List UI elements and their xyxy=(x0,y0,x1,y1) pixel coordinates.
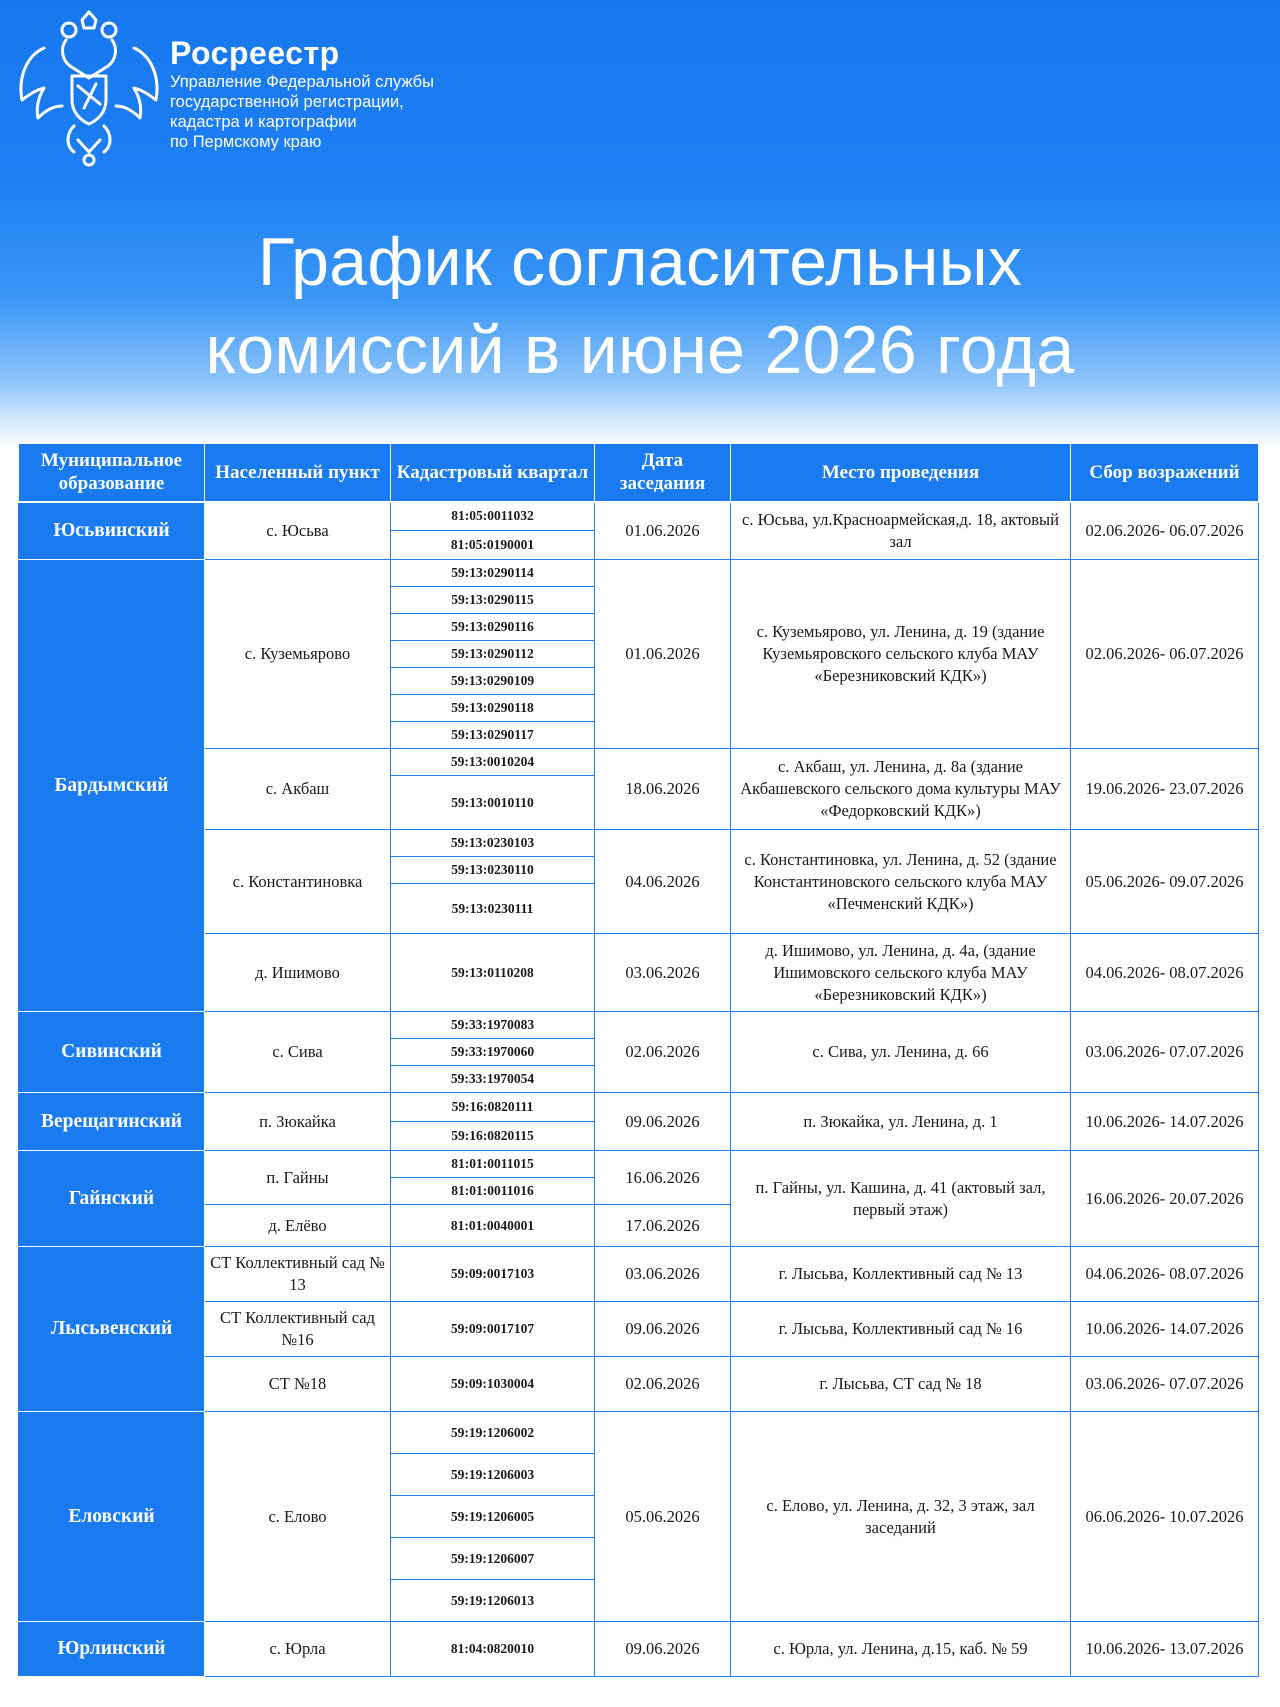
date-cell: 02.06.2026 xyxy=(595,1012,731,1093)
table-row xyxy=(19,1302,1259,1357)
quarter-cell: 59:13:0290112 xyxy=(391,641,595,668)
settlement-cell: д. Елёво xyxy=(205,1205,391,1247)
date-cell: 03.06.2026 xyxy=(595,934,731,1012)
table-row xyxy=(19,1622,1259,1677)
brand-block xyxy=(170,34,434,152)
objections-cell: 10.06.2026- 14.07.2026 xyxy=(1071,1302,1259,1357)
settlement-cell: с. Сива xyxy=(205,1012,391,1093)
table-row xyxy=(19,749,1259,776)
place-cell: с. Куземьярово, ул. Ленина, д. 19 (здание Куземьяровского сельского клуба МАУ «Березниковский КДК») xyxy=(731,560,1071,749)
schedule-table xyxy=(18,443,1259,1677)
place-cell: с. Сива, ул. Ленина, д. 66 xyxy=(731,1012,1071,1093)
place-cell: с. Константиновка, ул. Ленина, д. 52 (здание Константиновского сельского клуба МАУ «Печменский КДК») xyxy=(731,830,1071,934)
quarter-cell: 59:13:0110208 xyxy=(391,934,595,1012)
header-settlement: Населенный пункт xyxy=(205,444,391,502)
objections-cell: 03.06.2026- 07.07.2026 xyxy=(1071,1012,1259,1093)
place-cell: г. Лысьва, Коллективный сад № 16 xyxy=(731,1302,1071,1357)
brand-name: Росреестр xyxy=(170,35,340,71)
quarter-cell: 59:16:0820115 xyxy=(391,1122,595,1151)
date-cell: 01.06.2026 xyxy=(595,502,731,560)
quarter-cell: 59:19:1206005 xyxy=(391,1496,595,1538)
quarter-cell: 59:19:1206003 xyxy=(391,1454,595,1496)
header-objections: Сбор возражений xyxy=(1071,444,1259,502)
settlement-cell: с. Елово xyxy=(205,1412,391,1622)
quarter-cell: 59:13:0230110 xyxy=(391,857,595,884)
brand-line-2: государственной регистрации, xyxy=(170,93,404,111)
settlement-cell: с. Юрла xyxy=(205,1622,391,1677)
settlement-cell: с. Юсьва xyxy=(205,502,391,560)
quarter-cell: 59:33:1970083 xyxy=(391,1012,595,1039)
brand-line-1: Управление Федеральной службы xyxy=(170,73,434,91)
page-title-line-1: График согласительных xyxy=(257,224,1023,300)
objections-cell: 16.06.2026- 20.07.2026 xyxy=(1071,1151,1259,1247)
municipality-cell: Юрлинский xyxy=(19,1622,205,1677)
quarter-cell: 59:13:0290117 xyxy=(391,722,595,749)
date-cell: 03.06.2026 xyxy=(595,1247,731,1302)
quarter-cell: 59:09:1030004 xyxy=(391,1357,595,1412)
settlement-cell: п. Гайны xyxy=(205,1151,391,1205)
quarter-cell: 81:01:0011016 xyxy=(391,1178,595,1205)
quarter-cell: 59:19:1206013 xyxy=(391,1580,595,1622)
municipality-cell: Сивинский xyxy=(19,1012,205,1093)
table-header-row xyxy=(19,444,1259,502)
settlement-cell: с. Константиновка xyxy=(205,830,391,934)
table-row xyxy=(19,1151,1259,1178)
brand-line-3: кадастра и картографии xyxy=(170,113,357,131)
place-cell: г. Лысьва, СТ сад № 18 xyxy=(731,1357,1071,1412)
header-date: Дата заседания xyxy=(595,444,731,502)
settlement-cell: с. Акбаш xyxy=(205,749,391,830)
table-row xyxy=(19,1093,1259,1122)
date-cell: 02.06.2026 xyxy=(595,1357,731,1412)
quarter-cell: 59:13:0290115 xyxy=(391,587,595,614)
header-quarter: Кадастровый квартал xyxy=(391,444,595,502)
date-cell: 17.06.2026 xyxy=(595,1205,731,1247)
objections-cell: 06.06.2026- 10.07.2026 xyxy=(1071,1412,1259,1622)
objections-cell: 04.06.2026- 08.07.2026 xyxy=(1071,1247,1259,1302)
quarter-cell: 59:33:1970054 xyxy=(391,1066,595,1093)
date-cell: 16.06.2026 xyxy=(595,1151,731,1205)
objections-cell: 02.06.2026- 06.07.2026 xyxy=(1071,502,1259,560)
quarter-cell: 59:13:0230103 xyxy=(391,830,595,857)
objections-cell: 10.06.2026- 13.07.2026 xyxy=(1071,1622,1259,1677)
date-cell: 09.06.2026 xyxy=(595,1302,731,1357)
table-row xyxy=(19,1012,1259,1039)
table-row xyxy=(19,502,1259,531)
table-row xyxy=(19,1412,1259,1454)
place-cell: с. Юрла, ул. Ленина, д.15, каб. № 59 xyxy=(731,1622,1071,1677)
quarter-cell: 59:13:0010204 xyxy=(391,749,595,776)
objections-cell: 03.06.2026- 07.07.2026 xyxy=(1071,1357,1259,1412)
quarter-cell: 81:01:0040001 xyxy=(391,1205,595,1247)
date-cell: 09.06.2026 xyxy=(595,1093,731,1151)
settlement-cell: д. Ишимово xyxy=(205,934,391,1012)
quarter-cell: 59:09:0017107 xyxy=(391,1302,595,1357)
place-cell: с. Елово, ул. Ленина, д. 32, 3 этаж, зал заседаний xyxy=(731,1412,1071,1622)
quarter-cell: 59:19:1206007 xyxy=(391,1538,595,1580)
settlement-cell: СТ Коллективный сад № 13 xyxy=(205,1247,391,1302)
quarter-cell: 59:16:0820111 xyxy=(391,1093,595,1122)
quarter-cell: 59:13:0290109 xyxy=(391,668,595,695)
municipality-cell: Бардымский xyxy=(19,560,205,1012)
table-row xyxy=(19,830,1259,857)
quarter-cell: 59:33:1970060 xyxy=(391,1039,595,1066)
place-cell: с. Акбаш, ул. Ленина, д. 8а (здание Акбашевского сельского дома культуры МАУ «Федорковский КДК») xyxy=(731,749,1071,830)
double-headed-eagle-emblem-icon xyxy=(14,8,164,168)
quarter-cell: 59:13:0290116 xyxy=(391,614,595,641)
quarter-cell: 59:13:0290114 xyxy=(391,560,595,587)
objections-cell: 05.06.2026- 09.07.2026 xyxy=(1071,830,1259,934)
date-cell: 01.06.2026 xyxy=(595,560,731,749)
quarter-cell: 59:19:1206002 xyxy=(391,1412,595,1454)
quarter-cell: 81:05:0190001 xyxy=(391,531,595,560)
settlement-cell: СТ №18 xyxy=(205,1357,391,1412)
municipality-cell: Еловский xyxy=(19,1412,205,1622)
settlement-cell: п. Зюкайка xyxy=(205,1093,391,1151)
place-cell: п. Гайны, ул. Кашина, д. 41 (актовый зал, первый этаж) xyxy=(731,1151,1071,1247)
objections-cell: 19.06.2026- 23.07.2026 xyxy=(1071,749,1259,830)
table-row xyxy=(19,560,1259,587)
place-cell: г. Лысьва, Коллективный сад № 13 xyxy=(731,1247,1071,1302)
header-banner xyxy=(0,0,1280,450)
objections-cell: 04.06.2026- 08.07.2026 xyxy=(1071,934,1259,1012)
quarter-cell: 59:09:0017103 xyxy=(391,1247,595,1302)
page-title-line-2: комиссий в июне 2026 года xyxy=(205,312,1075,388)
quarter-cell: 81:04:0820010 xyxy=(391,1622,595,1677)
settlement-cell: СТ Коллективный сад №16 xyxy=(205,1302,391,1357)
header-municipality: Муниципальное образование xyxy=(19,444,205,502)
municipality-cell: Гайнский xyxy=(19,1151,205,1247)
place-cell: д. Ишимово, ул. Ленина, д. 4а, (здание Ишимовского сельского клуба МАУ «Березниковский КДК») xyxy=(731,934,1071,1012)
quarter-cell: 81:01:0011015 xyxy=(391,1151,595,1178)
header-place: Место проведения xyxy=(731,444,1071,502)
settlement-cell: с. Куземьярово xyxy=(205,560,391,749)
quarter-cell: 59:13:0010110 xyxy=(391,776,595,830)
table-row xyxy=(19,934,1259,1012)
brand-line-4: по Пермскому краю xyxy=(170,133,322,151)
quarter-cell: 59:13:0230111 xyxy=(391,884,595,934)
date-cell: 04.06.2026 xyxy=(595,830,731,934)
municipality-cell: Лысьвенский xyxy=(19,1247,205,1412)
date-cell: 18.06.2026 xyxy=(595,749,731,830)
objections-cell: 10.06.2026- 14.07.2026 xyxy=(1071,1093,1259,1151)
quarter-cell: 81:05:0011032 xyxy=(391,502,595,531)
municipality-cell: Верещагинский xyxy=(19,1093,205,1151)
objections-cell: 02.06.2026- 06.07.2026 xyxy=(1071,560,1259,749)
date-cell: 05.06.2026 xyxy=(595,1412,731,1622)
table-row xyxy=(19,1247,1259,1302)
page-title xyxy=(0,218,1280,394)
date-cell: 09.06.2026 xyxy=(595,1622,731,1677)
municipality-cell: Юсьвинский xyxy=(19,502,205,560)
table-row xyxy=(19,1357,1259,1412)
quarter-cell: 59:13:0290118 xyxy=(391,695,595,722)
place-cell: п. Зюкайка, ул. Ленина, д. 1 xyxy=(731,1093,1071,1151)
place-cell: с. Юсьва, ул.Красноармейская,д. 18, актовый зал xyxy=(731,502,1071,560)
